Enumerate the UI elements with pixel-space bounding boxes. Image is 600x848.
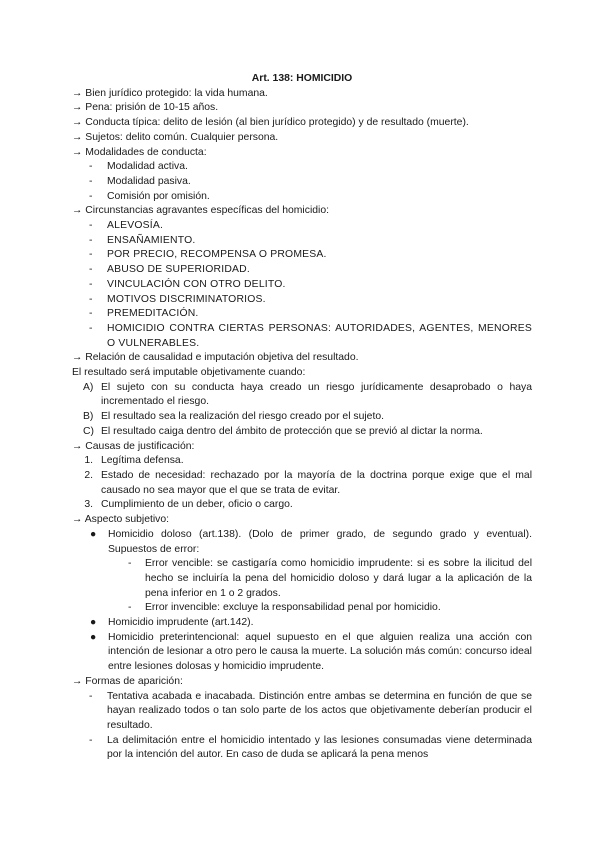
list-item: - ENSAÑAMIENTO.	[89, 234, 196, 246]
list-item: - Comisión por omisión.	[89, 190, 210, 202]
list-item: 3. Cumplimiento de un deber, oficio o cargo.	[84, 499, 293, 511]
list-item: - HOMICIDIO CONTRA CIERTAS PERSONAS: AUTORIDADES, AGENTES, MENORES O VULNERABLES.	[89, 322, 532, 349]
list-item: - Tentativa acabada e inacabada. Distinción entre ambas se determina en función de que se hayan realizado todos o tan solo parte de los actos que objetivamente deberían producir el resultado.	[89, 690, 532, 731]
line-circunstancias: → Circunstancias agravantes específicas del homicidio:	[72, 205, 330, 217]
arrow-icon: →	[72, 440, 83, 452]
page-title: Art. 138: HOMICIDIO	[251, 73, 353, 84]
list-item: - Modalidad activa.	[89, 161, 188, 173]
line-causas: → Causas de justificación:	[72, 440, 195, 452]
list-item: - MOTIVOS DISCRIMINATORIOS.	[89, 293, 266, 305]
line-modalidades: → Modalidades de conducta:	[72, 146, 207, 158]
line-aspecto: → Aspecto subjetivo:	[72, 514, 170, 526]
line-pena: → Pena: prisión de 10-15 años.	[72, 102, 219, 114]
list-item: ● Homicidio imprudente (art.142).	[72, 616, 532, 631]
list-item: ● Homicidio preterintencional: aquel supuesto en el que alguien realiza una acción con intención de lesionar a otro pero le causa la muerte. La solución más común: concurso ideal entre lesiones dolosas y homicidio imprudente.	[72, 631, 532, 675]
list-item: ● Homicidio doloso (art.138). (Dolo de primer grado, de segundo grado y eventual). Supuestos de error:	[72, 528, 532, 557]
document-page	[72, 72, 532, 763]
list-item: C) El resultado caiga dentro del ámbito de protección que se previó al dictar la norma.	[83, 425, 483, 437]
list-item: 2. Estado de necesidad: rechazado por la mayoría de la doctrina porque exige que el mal causado no sea mayor que el que se trata de evitar.	[84, 469, 532, 496]
list-item: 1. Legítima defensa.	[84, 455, 184, 467]
list-item: - ALEVOSÍA.	[89, 220, 164, 232]
arrow-icon: →	[72, 102, 83, 114]
line-imputable: El resultado será imputable objetivamente cuando:	[72, 367, 306, 379]
arrow-icon: →	[72, 117, 83, 129]
arrow-icon: →	[72, 146, 83, 158]
list-item: - Error invencible: excluye la responsabilidad penal por homicidio.	[128, 602, 441, 614]
list-item: B) El resultado sea la realización del riesgo creado por el sujeto.	[83, 411, 385, 423]
list-item: - VINCULACIÓN CON OTRO DELITO.	[89, 278, 286, 290]
list-item: A) El sujeto con su conducta haya creado un riesgo jurídicamente desaprobado o haya incrementado el riesgo.	[83, 381, 532, 408]
list-item: - ABUSO DE SUPERIORIDAD.	[89, 264, 250, 276]
arrow-icon: →	[72, 675, 83, 687]
list-item: - La delimitación entre el homicidio intentado y las lesiones consumadas viene determinada por la intención del autor. En caso de duda se aplicará la pena menos	[89, 734, 532, 761]
line-conducta: → Conducta típica: delito de lesión (al bien jurídico protegido) y de resultado (muerte).	[72, 117, 469, 129]
bullet-icon: ●	[90, 631, 97, 643]
list-item: - Modalidad pasiva.	[89, 175, 191, 187]
line-bien-juridico: → Bien jurídico protegido: la vida humana.	[72, 87, 268, 99]
list-item: - POR PRECIO, RECOMPENSA O PROMESA.	[89, 249, 327, 261]
line-relacion: → Relación de causalidad e imputación objetiva del resultado.	[72, 352, 359, 364]
arrow-icon: →	[72, 131, 83, 143]
arrow-icon: →	[72, 205, 83, 217]
bullet-icon: ●	[90, 528, 97, 540]
bullet-icon: ●	[90, 617, 97, 629]
line-formas: → Formas de aparición:	[72, 675, 183, 687]
line-sujetos: → Sujetos: delito común. Cualquier persona.	[72, 131, 279, 143]
arrow-icon: →	[72, 514, 83, 526]
arrow-icon: →	[72, 87, 83, 99]
arrow-icon: →	[72, 352, 83, 364]
list-item: - PREMEDITACIÓN.	[89, 308, 199, 320]
list-item: - Error vencible: se castigaría como homicidio imprudente: si es sobre la ilicitud del hecho se incluiría la pena del homicidio doloso y dará lugar a la aplicación de la pena inferior en 1 o 2 grados.	[128, 558, 532, 599]
